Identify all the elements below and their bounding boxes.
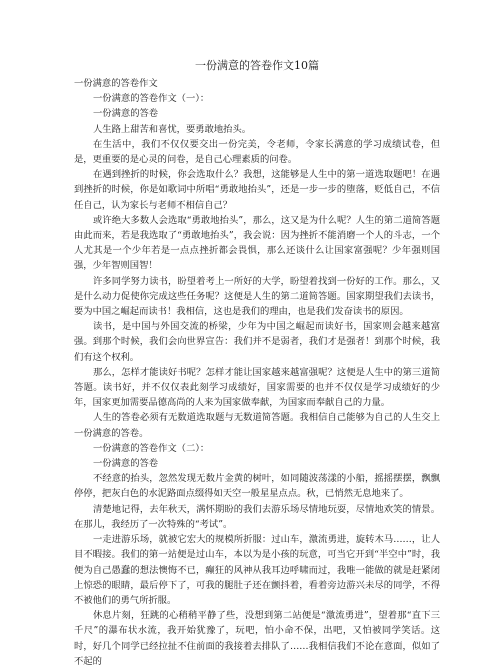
document-heading: 一份满意的答卷作文 [74, 78, 158, 89]
paragraph: 在生活中，我们不仅仅要交出一份完美，令老师，令家长满意的学习成绩试卷，但是，更重要的是心灵的问卷，是自己心理素质的问卷。 [74, 138, 440, 166]
paragraph: 休息片刻，狂跳的心稍稍平静了些，没想到第二站便是“激流勇进”，望着那“直下三千尺”的瀑布状水流，我开始犹豫了，玩吧，怕小命不保，出吧，又怕被同学笑话。这时，好几个同学已经拉扯不住前面的我接着去排队了……我相信我们不论在意面，似如了不起的 [74, 610, 440, 667]
document-title: 一份满意的答卷作文10篇 [195, 59, 319, 72]
paragraph: 人生的答卷必须有无数道选取题与无数道简答题。我相信自己能够为自己的人生交上一份满意的答卷。 [74, 412, 440, 439]
paragraph: 或许绝大多数人会选取“勇敢地抬头”，那么，这又是为什么呢？人生的第二道简答题由此而来，若是我选取了“勇敢地抬头”，我会说：因为挫折不能消磨一个人的斗志，一个人尤其是一个少年若是一点点挫折都会畏惧，那么还谈什么让国家富强呢？少年强则国强，少年智则国智！ [74, 214, 440, 272]
paragraph: 人生路上甜苦和喜忧，要勇敢地抬头。 [93, 123, 252, 135]
section1-title: 一份满意的答卷 [93, 108, 159, 120]
paragraph: 那么，怎样才能读好书呢？怎样才能让国家越来越富强呢？这便是人生中的第三道简答题。读书好，并不仅仅表此刻学习成绩好，国家需要的也并不仅仅是学习成绩好的少年，国家更加需要品德高尚的人来为国家做奉献，为国家而奉献自己的力量。 [74, 366, 440, 409]
paragraph: 不经意的抬头，忽然发现无数片金黄的树叶，如同随波荡漾的小船，摇摇摆摆，飘飘停停，把灰白色的水泥路面点缀得如天空一般星星点点。秋，已悄然无息地来了。 [74, 473, 440, 500]
paragraph: 一走进游乐场，就被它宏大的规模所折服：过山车，激流勇进，旋转木马……，让人目不暇接。我们的第一站便是过山车，本以为是小孩的玩意，可当它开到“半空中”时，我便为自己愚蠢的想法懊悔不已，癫狂的风神从我耳边呼啸而过，我唯一能做的就是赶紧闭上惊恐的眼睛，最后停下了，可我的腿肚子还在颤抖着，看着旁边游兴未尽的同学，不得不被他们的勇气所折服。 [74, 534, 440, 606]
paragraph: 读书，是中国与外国交流的桥梁，少年为中国之崛起而读好书，国家则会越来越富强。到那个时候，我们会向世界宣告：我们并不是弱者，我们才是强者！到那个时候，我们有这个权利。 [74, 321, 440, 363]
section2-label: 一份满意的答卷作文（二）： [93, 442, 210, 454]
section2-title: 一份满意的答卷 [93, 458, 159, 470]
paragraph: 许多同学努力读书，盼望着考上一所好的大学，盼望着找到一份好的工作。那么，又是什么动力促使你完成这些任务呢？这便是人生的第二道简答题。国家期望我们去读书，要为中国之崛起而读书！我相信，这也是我们的理由，也是我们发奋读书的原因。 [74, 275, 440, 318]
paragraph: 在遇到挫折的时候，你会选取什么？我想，这能够是人生中的第一道选取题吧！在遇到挫折的时候，你是如歌词中所唱“勇敢地抬头”，还是一步一步的堕落，贬低自己，不信任自己，认为家长与老师不相信自己？ [74, 169, 440, 211]
paragraph: 清楚地记得，去年秋天，满怀期盼的我们去游乐场尽情地玩耍，尽情地欢笑的情景。在那儿，我经历了一次特殊的“考试”。 [74, 503, 440, 530]
section1-label: 一份满意的答卷作文（一）： [93, 93, 210, 105]
